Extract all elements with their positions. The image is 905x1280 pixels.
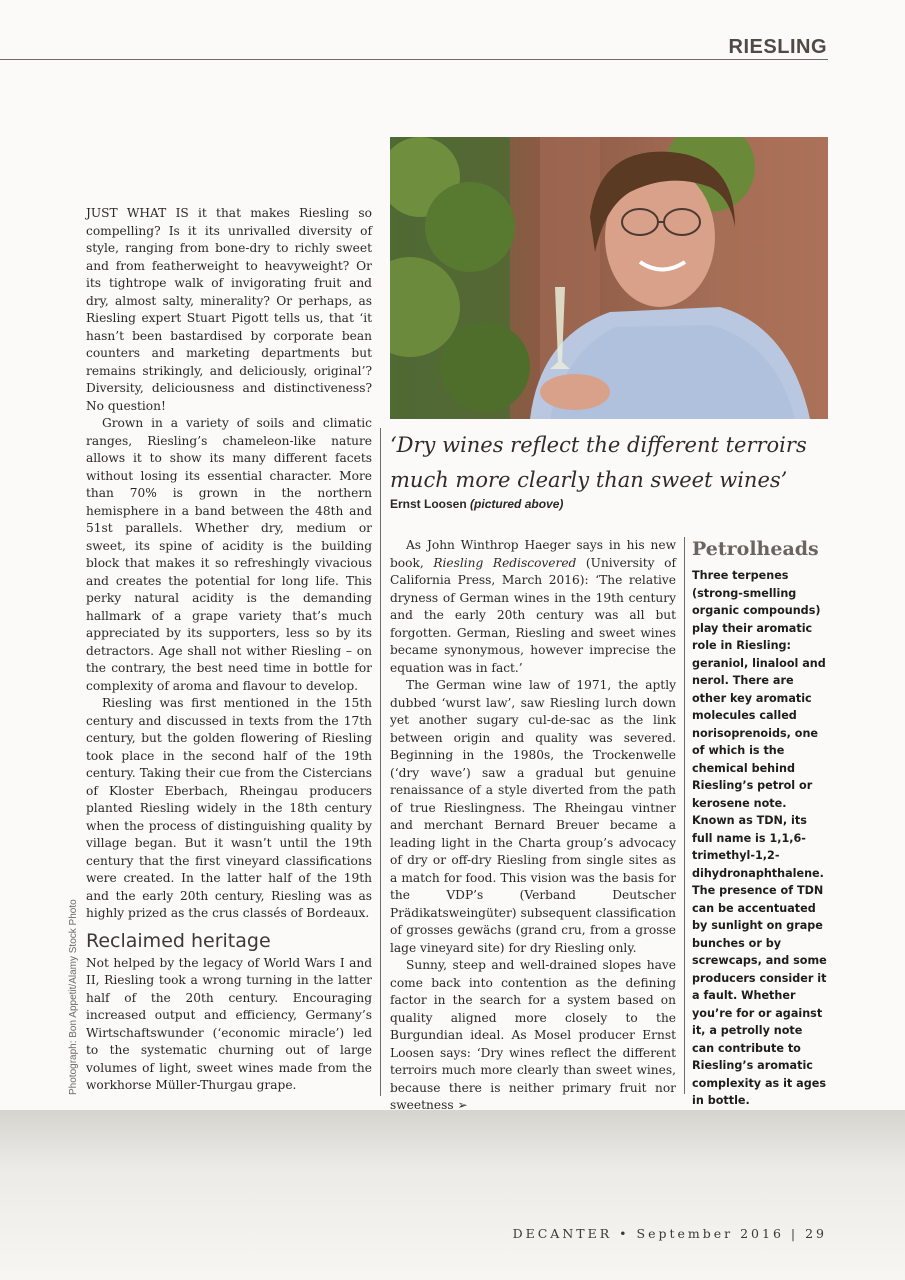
photo-credit: Photograph: Bon Appetit/Alamy Stock Photo [68, 899, 79, 1095]
quote-attribution [390, 497, 563, 511]
sidebar-title: Petrolheads [692, 538, 819, 560]
sidebar-petrolheads [692, 537, 828, 1110]
column-divider [380, 428, 381, 1096]
subheading-reclaimed-heritage: Reclaimed heritage [86, 929, 271, 952]
section-title: RIESLING [728, 36, 827, 58]
attribution-name: Ernst Loosen [390, 497, 467, 511]
header-rule [0, 59, 828, 60]
magazine-name: DECANTER [512, 1226, 613, 1241]
footer-separator: | [790, 1226, 799, 1241]
book-title: Riesling Rediscovered [433, 555, 577, 570]
sidebar-divider [684, 537, 685, 1094]
pull-quote-line-2: much more clearly than sweet wines’ [390, 468, 788, 492]
page-number: 29 [805, 1226, 827, 1241]
page-bottom-shade [0, 1110, 905, 1280]
paragraph: Riesling was first mentioned in the 15th century and discussed in texts from the 17th century, but the golden flowering of Riesling took place in the second half of the 19th century. Taking their cue from the Cistercians of Kloster Eberbach, Rheingau producers planted Riesling widely in the 18th century when the process of distinguishing quality by village began. But it wasn’t until the 19th century that the first vineyard classifications were created. In the latter half of the 19th and the early 20th century, Riesling was as highly prized as the crus classés of Bordeaux. [86, 696, 372, 920]
paragraph-intro: JUST WHAT IS it that makes Riesling so compelling? Is it its unrivalled diversity of style, ranging from bone-dry to richly sweet and from featherweight to heavyweight? Or its tightrope walk of invigorating fruit and dry, almost salty, minerality? Or perhaps, as Riesling expert Stuart Pigott tells us, that ‘it hasn’t been bastardised by corporate bean counters and marketing departments but remains strikingly, and deliciously, original’? Diversity, deliciousness and distinctiveness? No question! [86, 206, 372, 413]
page-footer [513, 1226, 827, 1241]
article-column-2 [390, 537, 676, 1115]
footer-bullet: • [619, 1226, 630, 1241]
paragraph: As John Winthrop Haeger says in his new book, Riesling Rediscovered (University of California Press, March 2016): ‘The relative dryness of German wines in the 19th century and the early 20th century was all but forgotten. German, Riesling and sweet wines became synonymous, however imprecise the equation was in fact.’ [390, 538, 676, 675]
attribution-note: (pictured above) [470, 497, 564, 511]
sidebar-body: Three terpenes (strong-smelling organic compounds) play their aromatic role in Riesling: geraniol, linalool and nerol. There are other key aromatic molecules called norisoprenoids, one of which is the chemical behind Riesling’s petrol or kerosene note. Known as TDN, its full name is 1,1,6-trimethyl-1,2-dihydronaphthalene. The presence of TDN can be accentuated by sunlight on grape bunches or by screwcaps, and some producers consider it a fault. Whether you’re for or against it, a petrolly note can contribute to Riesling’s aromatic complexity as it ages in bottle. [692, 569, 827, 1107]
issue-date: September 2016 [636, 1226, 784, 1241]
pull-quote-line-1: ‘Dry wines reflect the different terroirs [390, 433, 807, 457]
pull-quote [390, 428, 828, 498]
portrait-illustration [390, 137, 828, 419]
paragraph: Sunny, steep and well-drained slopes have come back into contention as the defining factor in the search for a system based on quality aligned more closely to the Burgundian ideal. As Mosel producer Ernst Loosen says: ‘Dry wines reflect the different terroirs much more clearly than sweet wines, because there is neither primary fruit nor sweetness ➢ [390, 958, 676, 1112]
paragraph: Not helped by the legacy of World Wars I and II, Riesling took a wrong turning in the latter half of the 20th century. Encouraging increased output and efficiency, Germany’s Wirtschaftswunder (‘economic miracle’) led to the systematic churning out of large volumes of light, sweet wines made from the workhorse Müller-Thurgau grape. [86, 955, 372, 1092]
ernst-loosen-photo [390, 137, 828, 419]
paragraph: The German wine law of 1971, the aptly dubbed ‘wurst law’, saw Riesling lurch down yet another sugary cul-de-sac as the link between origin and quality was severed. Beginning in the 1980s, the Trockenwelle (‘dry wave’) saw a gradual but genuine renaissance of a style diverted from the path of true Rieslingness. The Rheingau vintner and merchant Bernard Breuer became a leading light in the Charta group’s advocacy of dry or off-dry Riesling from single sites as a match for food. This vision was the basis for the VDP’s (Verband Deutscher Prädikatsweingüter) subsequent classification of grosses gewächs (grand cru, from a grosse lage vineyard site) for dry Riesling only. [390, 678, 676, 955]
paragraph: Grown in a variety of soils and climatic ranges, Riesling’s chameleon-like nature allows it to show its many different facets without losing its essential character. More than 70% is grown in the northern hemisphere in a band between the 48th and 51st parallels. Whether dry, medium or sweet, its spine of acidity is the building block that makes it so refreshingly vivacious and creates the potential for long life. This perky natural acidity is the demanding hallmark of a grape variety that’s much appreciated by its supporters, less so by its detractors. Age shall not wither Riesling – on the contrary, the best need time in bottle for complexity of aroma and flavour to develop. [86, 416, 372, 693]
continue-arrow-icon: ➢ [457, 1098, 468, 1112]
article-column-1 [86, 205, 372, 1095]
